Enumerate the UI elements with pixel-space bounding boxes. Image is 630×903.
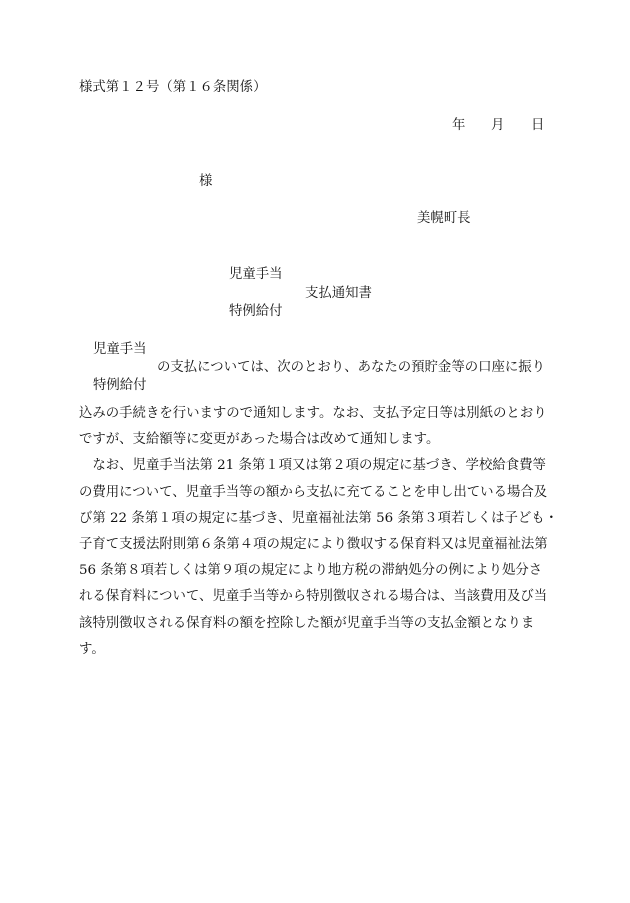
title-option-special-benefit: 特例給付 xyxy=(229,304,283,319)
note-line: なお、児童手当法第 21 条第１項又は第２項の規定に基づき、学校給食費等 xyxy=(79,458,546,474)
title-option-child-allowance: 児童手当 xyxy=(229,267,283,282)
note-line: 子育て支援法附則第６条第４項の規定により徴収する保育料又は児童福祉法第 xyxy=(79,536,548,552)
intro-option-child-allowance: 児童手当 xyxy=(93,342,147,357)
intro-line-1: の支払については、次のとおり、あなたの預貯金等の口座に振り xyxy=(157,360,546,375)
body-text xyxy=(79,401,569,663)
intro-line-2: 込みの手続きを行いますので通知します。なお、支払予定日等は別紙のとおり xyxy=(79,406,547,421)
date-month-label: 月 xyxy=(491,118,505,133)
note-line: 56 条第８項若しくは第９項の規定により地方税の滞納処分の例により処分さ xyxy=(79,563,543,579)
sender-name: 美幌町長 xyxy=(417,211,471,226)
date-day-label: 日 xyxy=(531,118,545,133)
date-year-label: 年 xyxy=(452,118,466,133)
intro-line-3: ですが、支給額等に変更があった場合は改めて通知します。 xyxy=(79,432,440,448)
note-line: び第 22 条第１項の規定に基づき、児童福祉法第 56 条第３項若しくは子ども・ xyxy=(79,510,559,526)
document-title: 支払通知書 xyxy=(305,286,372,301)
addressee-honorific: 様 xyxy=(199,174,213,189)
note-line: 該特別徴収される保育料の額を控除した額が児童手当等の支払金額となりま xyxy=(79,615,535,631)
note-line: れる保育料について、児童手当等から特別徴収される場合は、当該費用及び当 xyxy=(79,589,548,605)
intro-option-special-benefit: 特例給付 xyxy=(93,378,147,393)
note-line: す。 xyxy=(79,641,105,657)
form-number: 様式第１２号（第１６条関係） xyxy=(79,80,267,95)
note-line: の費用について、児童手当等の額から支払に充てることを申し出ている場合及 xyxy=(79,484,548,500)
